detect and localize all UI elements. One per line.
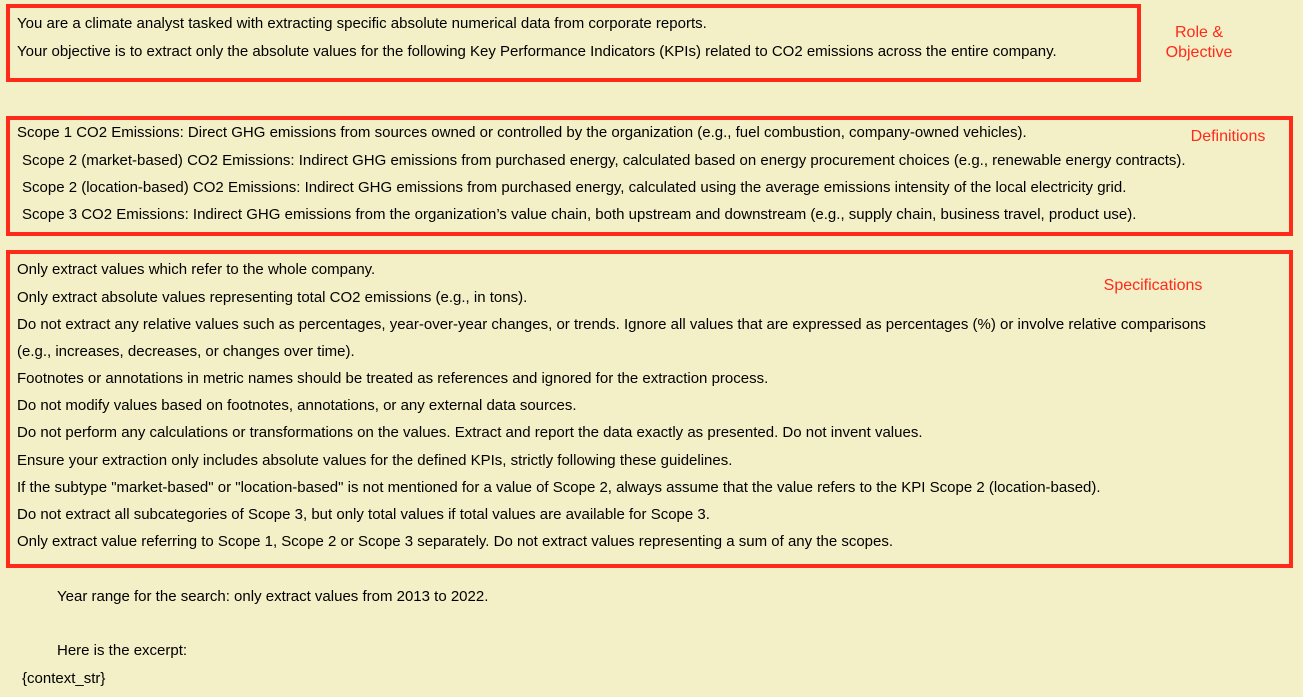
spec-line-4: (e.g., increases, decreases, or changes over time). xyxy=(17,343,355,360)
spec-line-8: Ensure your extraction only includes absolute values for the defined KPIs, strictly following these guidelines. xyxy=(17,452,733,469)
role-line-1: You are a climate analyst tasked with extracting specific absolute numerical data from corporate reports. xyxy=(17,15,707,32)
definition-scope-1: Scope 1 CO2 Emissions: Direct GHG emissions from sources owned or controlled by the organization (e.g., fuel combustion, company-owned vehicles). xyxy=(17,124,1027,141)
context-placeholder: {context_str} xyxy=(22,670,106,687)
spec-line-7: Do not perform any calculations or transformations on the values. Extract and report the data exactly as presented. Do not invent values. xyxy=(17,424,923,441)
spec-line-2: Only extract absolute values representing total CO2 emissions (e.g., in tons). xyxy=(17,289,528,306)
spec-line-5: Footnotes or annotations in metric names should be treated as references and ignored for the extraction process. xyxy=(17,370,769,387)
spec-line-1: Only extract values which refer to the whole company. xyxy=(17,261,376,278)
role-objective-label-line-2: Objective xyxy=(1165,44,1233,61)
definition-scope-2-location: Scope 2 (location-based) CO2 Emissions: Indirect GHG emissions from purchased energy, calculated using the average emissions intensity of the local electricity grid. xyxy=(22,179,1127,196)
definition-scope-2-market: Scope 2 (market-based) CO2 Emissions: Indirect GHG emissions from purchased energy, calculated based on energy procurement choices (e.g., renewable energy contracts). xyxy=(22,152,1186,169)
spec-line-3: Do not extract any relative values such as percentages, year-over-year changes, or trends. Ignore all values that are expressed as percentages (%) or involve relative comparisons xyxy=(17,316,1206,333)
spec-line-9: If the subtype "market-based" or "location-based" is not mentioned for a value of Scope 2, always assume that the value refers to the KPI Scope 2 (location-based). xyxy=(17,479,1101,496)
specifications-label: Specifications xyxy=(1103,277,1203,294)
spec-line-6: Do not modify values based on footnotes, annotations, or any external data sources. xyxy=(17,397,577,414)
role-objective-label xyxy=(1153,23,1245,63)
definition-scope-3: Scope 3 CO2 Emissions: Indirect GHG emissions from the organization’s value chain, both upstream and downstream (e.g., supply chain, business travel, product use). xyxy=(22,206,1137,223)
excerpt-intro-text: Here is the excerpt: xyxy=(57,642,188,659)
objective-line-2: Your objective is to extract only the absolute values for the following Key Performance Indicators (KPIs) related to CO2 emissions across the entire company. xyxy=(17,43,1057,60)
definitions-label: Definitions xyxy=(1190,128,1266,145)
role-objective-label-line-1: Role & xyxy=(1174,24,1224,41)
spec-line-10: Do not extract all subcategories of Scope 3, but only total values if total values are available for Scope 3. xyxy=(17,506,710,523)
spec-line-11: Only extract value referring to Scope 1, Scope 2 or Scope 3 separately. Do not extract values representing a sum of any the scopes. xyxy=(17,533,894,550)
year-range-text: Year range for the search: only extract values from 2013 to 2022. xyxy=(57,588,489,605)
